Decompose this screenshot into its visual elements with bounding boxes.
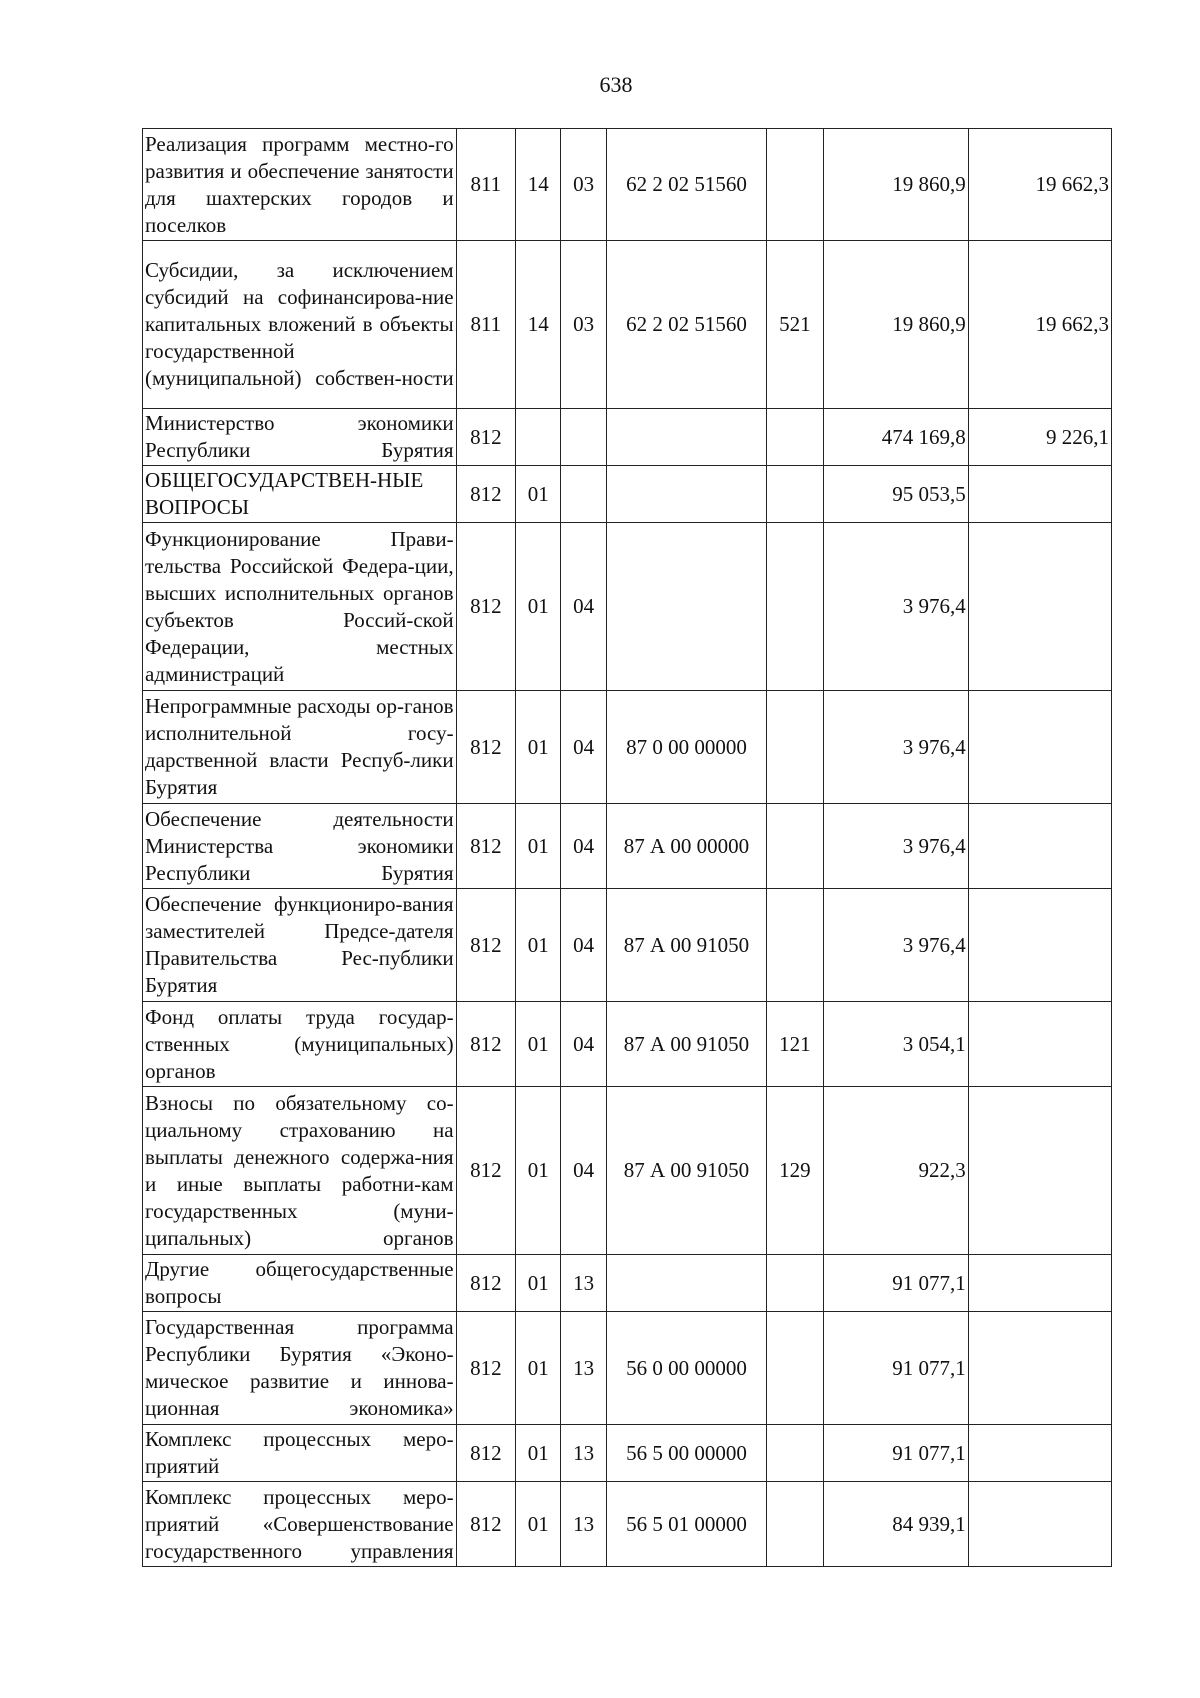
row-csr (606, 1255, 766, 1312)
row-pr: 04 (561, 1087, 606, 1255)
row-sum1: 91 077,1 (823, 1255, 968, 1312)
row-name: Непрограммные расходы ор-ганов исполнительной госу-дарственной власти Респуб-лики Бурятия (143, 691, 457, 804)
table-row (143, 129, 1112, 241)
row-csr: 87 А 00 91050 (606, 1002, 766, 1087)
row-vr (767, 409, 823, 466)
row-vr (767, 466, 823, 523)
row-sum1: 95 053,5 (823, 466, 968, 523)
row-sum1: 84 939,1 (823, 1482, 968, 1567)
row-sum2 (968, 1255, 1111, 1312)
row-sum1: 3 976,4 (823, 804, 968, 889)
row-vr: 521 (767, 241, 823, 409)
row-rz: 01 (516, 466, 561, 523)
row-rz: 01 (516, 523, 561, 691)
table-row (143, 691, 1112, 804)
row-name: Субсидии, за исключением субсидий на софинансирова-ние капитальных вложений в объекты государственной (муниципальной) собствен-ности (143, 241, 457, 409)
row-rz: 01 (516, 1087, 561, 1255)
table-row (143, 409, 1112, 466)
row-pr: 04 (561, 889, 606, 1002)
row-sum1: 91 077,1 (823, 1312, 968, 1425)
row-csr: 56 0 00 00000 (606, 1312, 766, 1425)
row-sum2: 19 662,3 (968, 129, 1111, 241)
row-pr: 13 (561, 1312, 606, 1425)
row-csr: 87 А 00 00000 (606, 804, 766, 889)
row-name: Министерство экономики Республики Бурятия (143, 409, 457, 466)
row-name: Обеспечение функциониро-вания заместителей Предсе-дателя Правительства Рес-публики Бурятия (143, 889, 457, 1002)
table-row (143, 1087, 1112, 1255)
row-sum1: 3 976,4 (823, 889, 968, 1002)
table-row (143, 1002, 1112, 1087)
row-vr (767, 691, 823, 804)
row-sum1: 922,3 (823, 1087, 968, 1255)
row-csr: 87 0 00 00000 (606, 691, 766, 804)
row-csr: 56 5 00 00000 (606, 1425, 766, 1482)
row-vr (767, 129, 823, 241)
row-ved: 812 (456, 466, 515, 523)
row-ved: 812 (456, 1255, 515, 1312)
row-csr (606, 523, 766, 691)
row-ved: 811 (456, 241, 515, 409)
row-pr: 04 (561, 804, 606, 889)
row-sum2 (968, 1482, 1111, 1567)
row-vr (767, 1312, 823, 1425)
row-ved: 812 (456, 691, 515, 804)
row-rz: 01 (516, 1425, 561, 1482)
row-sum2 (968, 1087, 1111, 1255)
row-name: Реализация программ местно-го развития и обеспечение занятости для шахтерских городов и поселков (143, 129, 457, 241)
row-csr: 62 2 02 51560 (606, 129, 766, 241)
row-pr: 03 (561, 241, 606, 409)
row-vr (767, 804, 823, 889)
row-ved: 812 (456, 889, 515, 1002)
row-csr (606, 409, 766, 466)
row-csr: 87 А 00 91050 (606, 1087, 766, 1255)
row-sum2 (968, 804, 1111, 889)
row-rz: 01 (516, 1002, 561, 1087)
row-rz: 01 (516, 691, 561, 804)
row-sum1: 19 860,9 (823, 129, 968, 241)
table-row (143, 1312, 1112, 1425)
row-pr: 13 (561, 1482, 606, 1567)
row-vr (767, 1255, 823, 1312)
row-name: Комплекс процессных меро-приятий (143, 1425, 457, 1482)
row-name: Функционирование Прави-тельства Российской Федера-ции, высших исполнительных органов субъектов Россий-ской Федерации, местных администраций (143, 523, 457, 691)
row-vr (767, 1425, 823, 1482)
row-sum2 (968, 1312, 1111, 1425)
row-sum2 (968, 691, 1111, 804)
row-rz: 01 (516, 889, 561, 1002)
budget-table (142, 128, 1112, 1567)
row-sum1: 91 077,1 (823, 1425, 968, 1482)
row-ved: 811 (456, 129, 515, 241)
row-rz (516, 409, 561, 466)
row-ved: 812 (456, 523, 515, 691)
row-rz: 01 (516, 1312, 561, 1425)
row-sum1: 3 976,4 (823, 523, 968, 691)
row-sum1: 19 860,9 (823, 241, 968, 409)
row-name: Взносы по обязательному со-циальному страхованию на выплаты денежного содержа-ния и иные выплаты работни-кам государственных (муни-ципальных) органов (143, 1087, 457, 1255)
row-sum2 (968, 1425, 1111, 1482)
row-name: ОБЩЕГОСУДАРСТВЕН-НЫЕ ВОПРОСЫ (143, 466, 457, 523)
row-name: Обеспечение деятельности Министерства экономики Республики Бурятия (143, 804, 457, 889)
table-row (143, 1425, 1112, 1482)
row-rz: 01 (516, 1482, 561, 1567)
row-csr: 87 А 00 91050 (606, 889, 766, 1002)
row-csr: 62 2 02 51560 (606, 241, 766, 409)
row-sum2 (968, 889, 1111, 1002)
row-pr: 04 (561, 691, 606, 804)
row-sum2 (968, 466, 1111, 523)
row-pr: 13 (561, 1425, 606, 1482)
row-sum1: 3 054,1 (823, 1002, 968, 1087)
row-ved: 812 (456, 804, 515, 889)
row-csr: 56 5 01 00000 (606, 1482, 766, 1567)
table-row (143, 889, 1112, 1002)
row-vr: 129 (767, 1087, 823, 1255)
row-name: Фонд оплаты труда государ-ственных (муниципальных) органов (143, 1002, 457, 1087)
row-ved: 812 (456, 1312, 515, 1425)
row-sum2 (968, 523, 1111, 691)
row-name: Другие общегосударственные вопросы (143, 1255, 457, 1312)
row-vr (767, 1482, 823, 1567)
row-sum2: 9 226,1 (968, 409, 1111, 466)
row-pr (561, 409, 606, 466)
table-row (143, 1482, 1112, 1567)
row-vr: 121 (767, 1002, 823, 1087)
row-pr: 04 (561, 1002, 606, 1087)
row-pr (561, 466, 606, 523)
row-ved: 812 (456, 1002, 515, 1087)
row-ved: 812 (456, 1482, 515, 1567)
row-rz: 14 (516, 129, 561, 241)
table-row (143, 804, 1112, 889)
row-name: Комплекс процессных меро-приятий «Совершенствование государственного управления (143, 1482, 457, 1567)
table-row (143, 466, 1112, 523)
row-name: Государственная программа Республики Бурятия «Эконо-мическое развитие и иннова-ционная экономика» (143, 1312, 457, 1425)
row-vr (767, 889, 823, 1002)
row-ved: 812 (456, 1087, 515, 1255)
page-number: 638 (599, 72, 633, 97)
row-pr: 13 (561, 1255, 606, 1312)
table-row (143, 523, 1112, 691)
table-row (143, 241, 1112, 409)
row-sum1: 474 169,8 (823, 409, 968, 466)
row-sum2: 19 662,3 (968, 241, 1111, 409)
row-csr (606, 466, 766, 523)
row-sum1: 3 976,4 (823, 691, 968, 804)
row-vr (767, 523, 823, 691)
row-sum2 (968, 1002, 1111, 1087)
row-rz: 14 (516, 241, 561, 409)
row-pr: 03 (561, 129, 606, 241)
row-rz: 01 (516, 804, 561, 889)
row-pr: 04 (561, 523, 606, 691)
table-row (143, 1255, 1112, 1312)
row-rz: 01 (516, 1255, 561, 1312)
row-ved: 812 (456, 409, 515, 466)
row-ved: 812 (456, 1425, 515, 1482)
